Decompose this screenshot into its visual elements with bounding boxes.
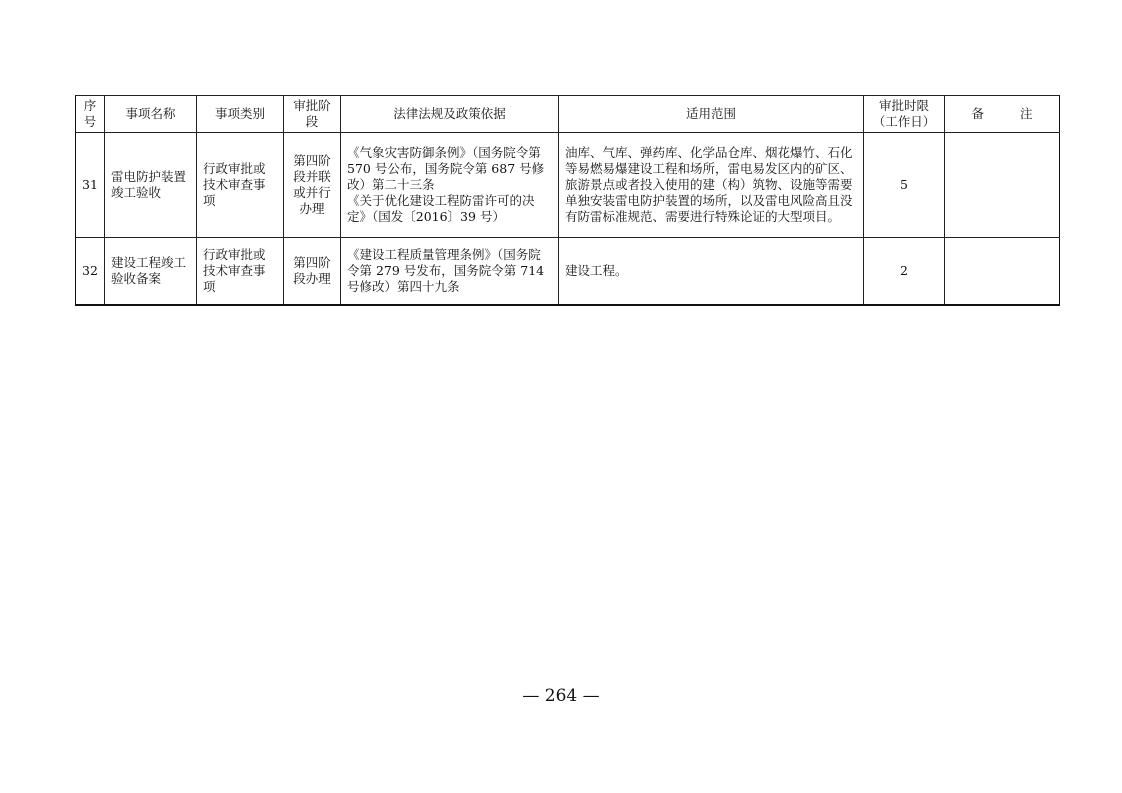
legal-basis-line: 《关于优化建设工程防雷许可的决定》（国发〔2016〕39 号） — [347, 193, 535, 224]
header-time-limit: 审批时限（工作日） — [864, 96, 945, 133]
cell-item-category: 行政审批或技术审查事项 — [197, 133, 284, 238]
cell-approval-stage: 第四阶段并联或并行办理 — [284, 133, 341, 238]
header-scope: 适用范围 — [559, 96, 864, 133]
cell-seq: 32 — [76, 238, 105, 306]
legal-basis-line: 《建设工程质量管理条例》（国务院令第 279 号发布，国务院令第 714 号修改）第四十九条 — [347, 247, 545, 294]
table-header-row — [76, 96, 1060, 133]
header-item-category: 事项类别 — [197, 96, 284, 133]
header-remarks — [945, 96, 1060, 133]
cell-item-name: 建设工程竣工验收备案 — [105, 238, 197, 306]
cell-item-name: 雷电防护装置竣工验收 — [105, 133, 197, 238]
cell-remarks — [945, 238, 1060, 306]
page-number: — 264 — — [522, 686, 600, 706]
legal-basis-line: 《气象灾害防御条例》（国务院令第 570 号公布，国务院令第 687 号修改）第二十三条 — [347, 145, 545, 192]
table-row — [76, 238, 1060, 306]
cell-approval-stage: 第四阶段办理 — [284, 238, 341, 306]
header-remarks-char-1: 备 — [971, 106, 984, 121]
cell-scope: 建设工程。 — [559, 238, 864, 306]
cell-legal-basis — [341, 133, 559, 238]
header-remarks-char-2: 注 — [1020, 106, 1033, 121]
cell-remarks — [945, 133, 1060, 238]
table-row — [76, 133, 1060, 238]
cell-time-limit: 2 — [864, 238, 945, 306]
header-seq: 序号 — [76, 96, 105, 133]
cell-scope: 油库、气库、弹药库、化学品仓库、烟花爆竹、石化等易燃易爆建设工程和场所，雷电易发区内的矿区、旅游景点或者投入使用的建（构）筑物、设施等需要单独安装雷电防护装置的场所，以及雷电风险高且没有防雷标准规范、需要进行特殊论证的大型项目。 — [559, 133, 864, 238]
cell-legal-basis — [341, 238, 559, 306]
header-legal-basis: 法律法规及政策依据 — [341, 96, 559, 133]
approval-items-table — [75, 95, 1060, 306]
cell-seq: 31 — [76, 133, 105, 238]
header-approval-stage: 审批阶段 — [284, 96, 341, 133]
header-item-name: 事项名称 — [105, 96, 197, 133]
cell-item-category: 行政审批或技术审查事项 — [197, 238, 284, 306]
cell-time-limit: 5 — [864, 133, 945, 238]
